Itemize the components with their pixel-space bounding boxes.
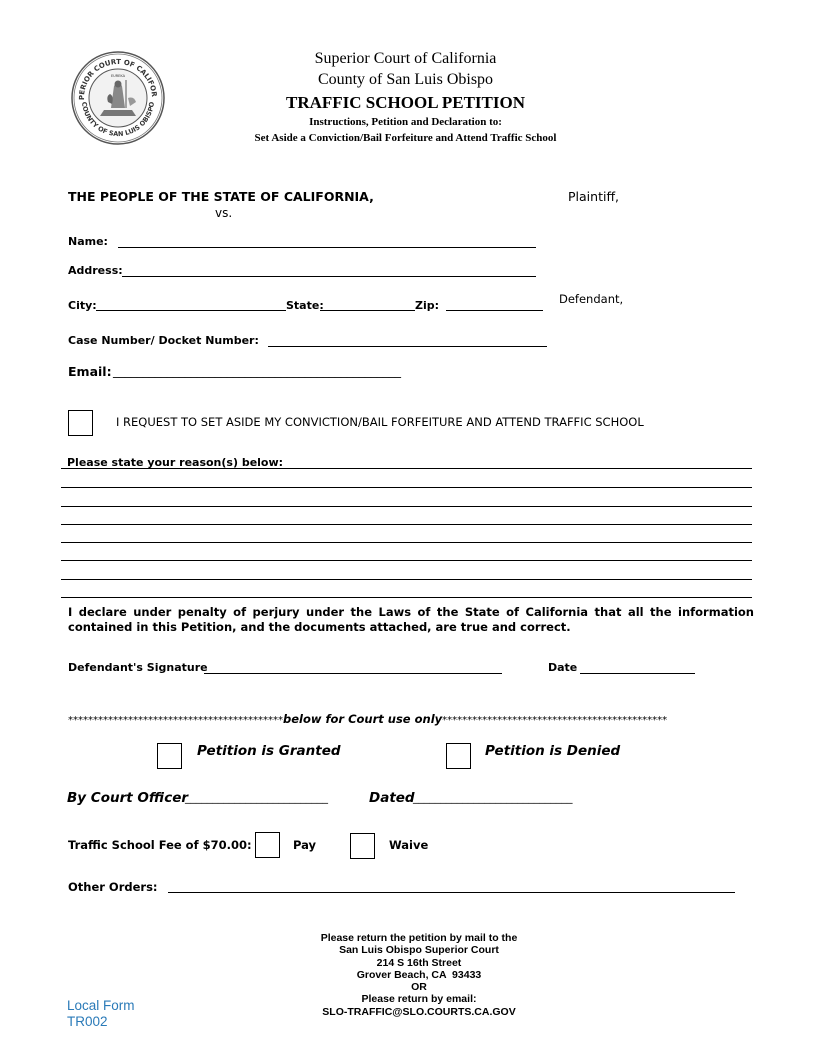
pay-label: Pay xyxy=(293,838,317,852)
return-email: SLO-TRAFFIC@SLO.COURTS.CA.GOV xyxy=(322,1005,516,1018)
court-officer-field[interactable]: __________________________ xyxy=(185,791,328,804)
reason-line-7[interactable] xyxy=(61,579,752,580)
declaration-text: I declare under penalty of perjury under the Laws of the State of California that all the information contained in this Petition, and the documents attached, are true and correct. xyxy=(68,605,754,634)
return-line-3: 214 S 16th Street xyxy=(376,956,462,969)
form-subtitle-2: Set Aside a Conviction/Bail Forfeiture and Attend Traffic School xyxy=(254,132,557,144)
email-label: Email: xyxy=(68,364,112,379)
return-line-5: OR xyxy=(411,981,427,994)
reason-line-1[interactable] xyxy=(61,468,752,469)
reason-line-2[interactable] xyxy=(61,487,752,488)
svg-text:EUREKA: EUREKA xyxy=(110,74,126,78)
city-field[interactable] xyxy=(96,310,286,311)
court-use-label: below for Court use only xyxy=(283,712,443,726)
return-line-2: San Luis Obispo Superior Court xyxy=(339,944,499,957)
waive-label: Waive xyxy=(389,838,429,852)
reason-line-4[interactable] xyxy=(61,524,752,525)
court-seal xyxy=(70,50,166,146)
other-orders-label: Other Orders: xyxy=(68,880,158,894)
court-officer-label: By Court Officer xyxy=(67,790,189,806)
court-name: Superior Court of California xyxy=(314,50,497,67)
case-number-label: Case Number/ Docket Number: xyxy=(68,334,259,347)
request-text: I REQUEST TO SET ASIDE MY CONVICTION/BAIL FORFEITURE AND ATTEND TRAFFIC SCHOOL xyxy=(116,415,644,429)
svg-text:COUNTY OF SAN LUIS OBISPO: COUNTY OF SAN LUIS OBISPO xyxy=(79,101,157,139)
request-checkbox[interactable] xyxy=(68,410,93,436)
date-field[interactable] xyxy=(580,673,695,674)
versus-label: vs. xyxy=(215,206,233,220)
divider-stars-right: ********************************************* xyxy=(442,715,668,726)
reason-line-5[interactable] xyxy=(61,542,752,543)
state-field[interactable] xyxy=(320,310,415,311)
return-line-1: Please return the petition by mail to the xyxy=(320,932,518,944)
zip-label: Zip: xyxy=(415,299,440,312)
address-label: Address: xyxy=(68,264,123,277)
court-seal-graphic xyxy=(70,50,166,146)
granted-label: Petition is Granted xyxy=(197,743,341,759)
denied-checkbox[interactable] xyxy=(446,743,471,769)
plaintiff-label: Plaintiff, xyxy=(568,189,620,204)
return-line-6: Please return by email: xyxy=(361,993,477,1006)
date-label: Date xyxy=(548,661,578,674)
address-field[interactable] xyxy=(122,276,536,277)
signature-field[interactable] xyxy=(204,673,502,674)
waive-checkbox[interactable] xyxy=(350,833,375,859)
return-line-4: Grover Beach, CA 93433 xyxy=(356,968,482,981)
return-instructions xyxy=(269,932,569,1018)
granted-checkbox[interactable] xyxy=(157,743,182,769)
state-label: State: xyxy=(286,299,324,312)
other-orders-field[interactable] xyxy=(168,892,735,893)
fee-label: Traffic School Fee of $70.00: xyxy=(68,838,252,852)
pay-checkbox[interactable] xyxy=(255,832,280,858)
form-number: TR002 xyxy=(67,1014,108,1029)
svg-text:SUPERIOR COURT OF CALIFORNIA: PERIOR COURT OF CALIFOR xyxy=(77,57,159,101)
county-name: County of San Luis Obispo xyxy=(317,71,494,88)
form-title: TRAFFIC SCHOOL PETITION xyxy=(286,93,525,112)
city-label: City: xyxy=(68,299,97,312)
case-number-field[interactable] xyxy=(268,346,547,347)
zip-field[interactable] xyxy=(446,310,543,311)
reasons-label: Please state your reason(s) below: xyxy=(67,456,284,469)
form-subtitle-1: Instructions, Petition and Declaration to: xyxy=(309,116,502,128)
dated-field[interactable]: _____________________________ xyxy=(413,791,573,804)
local-form-label: Local Form xyxy=(67,998,135,1013)
divider-stars-left: ******************************************* xyxy=(68,715,283,726)
name-label: Name: xyxy=(68,235,108,248)
email-field[interactable]: ________________________________________________ xyxy=(113,364,401,378)
denied-label: Petition is Denied xyxy=(485,743,621,759)
court-use-divider xyxy=(68,712,667,726)
dated-label: Dated xyxy=(369,790,415,806)
name-field[interactable] xyxy=(118,247,536,248)
defendant-label: Defendant, xyxy=(559,292,624,306)
reason-line-6[interactable] xyxy=(61,560,752,561)
reason-line-3[interactable] xyxy=(61,506,752,507)
signature-label: Defendant's Signature xyxy=(68,661,208,674)
plaintiff-people: THE PEOPLE OF THE STATE OF CALIFORNIA, xyxy=(68,189,374,204)
reason-line-8[interactable] xyxy=(61,597,752,598)
